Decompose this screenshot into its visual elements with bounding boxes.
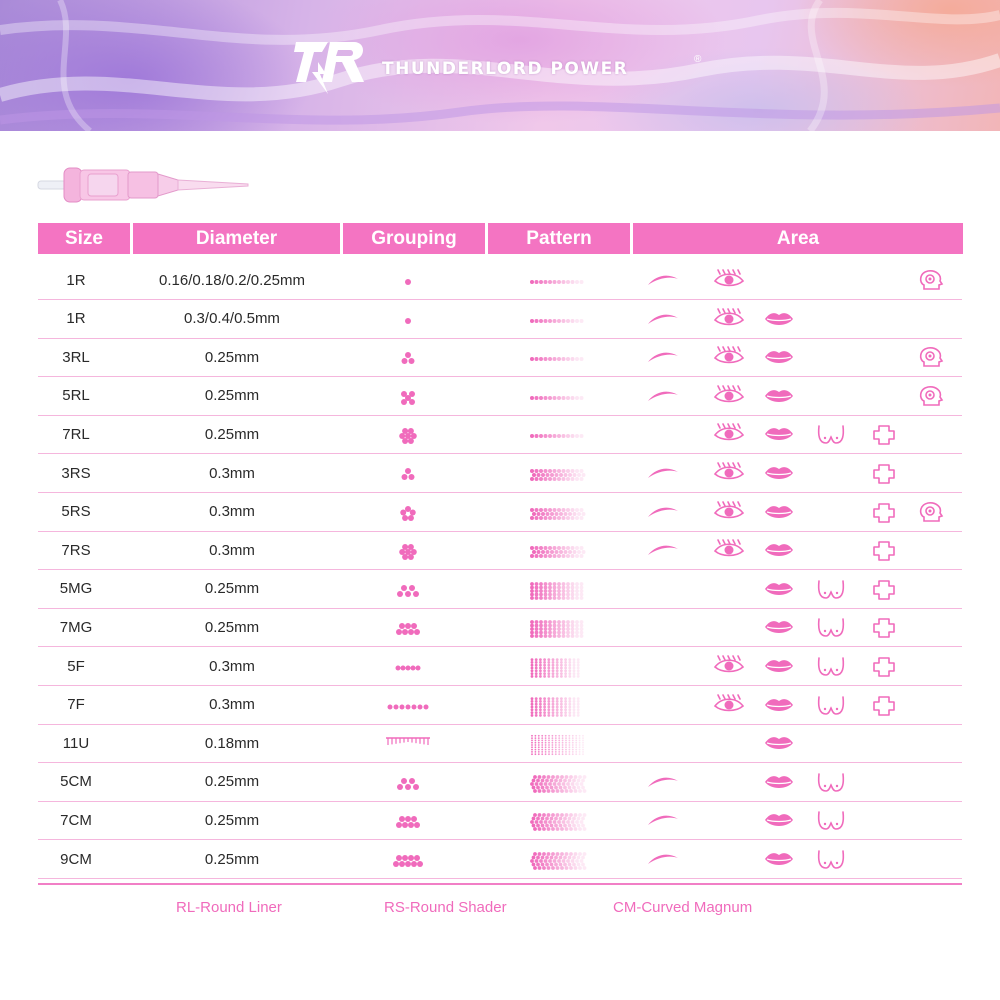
- header-grouping: Grouping: [343, 223, 485, 254]
- cell-size: 9CM: [60, 850, 92, 868]
- cell-diameter: 0.25mm: [204, 580, 260, 598]
- pattern-icon: [526, 724, 590, 762]
- eyebrow-icon: [646, 460, 680, 486]
- scalp-trichology-icon: [914, 499, 948, 525]
- table-row: [38, 415, 962, 454]
- eyeliner-icon: [712, 421, 746, 447]
- scalp-smp-icon: [867, 614, 901, 640]
- scalp-smp-icon: [867, 460, 901, 486]
- cell-diameter: 0.18mm: [204, 734, 260, 752]
- cell-size: 5MG: [59, 580, 93, 598]
- needle-cartridge-image: [36, 160, 256, 210]
- scalp-smp-icon: [867, 499, 901, 525]
- table-row: [38, 686, 962, 725]
- eyeliner-icon: [712, 383, 746, 409]
- cell-size: 1R: [66, 271, 86, 289]
- cell-diameter: 0.25mm: [204, 387, 260, 405]
- table-row: [38, 763, 962, 802]
- grouping-icon: [368, 570, 448, 608]
- pattern-icon: [526, 338, 590, 376]
- scalp-smp-icon: [867, 421, 901, 447]
- header-pattern: Pattern: [488, 223, 630, 254]
- cell-diameter: 0.25mm: [204, 348, 260, 366]
- cell-diameter: 0.25mm: [204, 850, 260, 868]
- lips-icon: [762, 807, 796, 833]
- grouping-icon: [368, 724, 448, 762]
- grouping-icon: [368, 338, 448, 376]
- lips-icon: [762, 460, 796, 486]
- areola-icon: [814, 576, 848, 602]
- eyebrow-icon: [646, 383, 680, 409]
- pattern-icon: [526, 686, 590, 724]
- table-header: [0, 223, 1000, 254]
- eyeliner-icon: [712, 344, 746, 370]
- table-row: [38, 840, 962, 879]
- areola-icon: [814, 653, 848, 679]
- grouping-icon: [368, 840, 448, 878]
- scalp-smp-icon: [867, 653, 901, 679]
- brand-banner: [0, 0, 1000, 131]
- cell-size: 7RL: [62, 425, 90, 443]
- cell-diameter: 0.3mm: [209, 696, 255, 714]
- eyebrow-icon: [646, 267, 680, 293]
- legend-round-shader: RS-Round Shader: [384, 899, 507, 916]
- pattern-icon: [526, 840, 590, 878]
- grouping-icon: [368, 686, 448, 724]
- areola-icon: [814, 692, 848, 718]
- lips-icon: [762, 306, 796, 332]
- pattern-icon: [526, 531, 590, 569]
- table-row: [38, 493, 962, 532]
- cell-size: 5RS: [61, 503, 91, 521]
- eyeliner-icon: [712, 537, 746, 563]
- lips-icon: [762, 730, 796, 756]
- table-row: [38, 377, 962, 416]
- cell-size: 3RL: [62, 348, 90, 366]
- cell-diameter: 0.3mm: [209, 541, 255, 559]
- eyeliner-icon: [712, 653, 746, 679]
- eyebrow-icon: [646, 344, 680, 370]
- eyebrow-icon: [646, 769, 680, 795]
- cell-size: 7F: [67, 696, 85, 714]
- cell-size: 5CM: [60, 773, 92, 791]
- grouping-icon: [368, 415, 448, 453]
- eyeliner-icon: [712, 499, 746, 525]
- areola-icon: [814, 614, 848, 640]
- cell-size: 11U: [62, 734, 90, 752]
- pattern-icon: [526, 377, 590, 415]
- lips-icon: [762, 421, 796, 447]
- table-row: [38, 647, 962, 686]
- grouping-icon: [368, 531, 448, 569]
- areola-icon: [814, 421, 848, 447]
- lips-icon: [762, 383, 796, 409]
- cell-diameter: 0.3mm: [209, 503, 255, 521]
- cell-size: 1R: [66, 310, 86, 328]
- table-row: [38, 454, 962, 493]
- cell-size: 7CM: [60, 811, 92, 829]
- scalp-trichology-icon: [914, 383, 948, 409]
- thunderlord-logo-icon: [292, 38, 370, 96]
- grouping-icon: [368, 763, 448, 801]
- legend-round-liner: RL-Round Liner: [176, 899, 282, 916]
- table-row: [38, 801, 962, 840]
- table-row: [38, 608, 962, 647]
- header-area: Area: [633, 223, 963, 254]
- scalp-smp-icon: [867, 576, 901, 602]
- pattern-icon: [526, 261, 590, 299]
- cell-diameter: 0.25mm: [204, 618, 260, 636]
- pattern-icon: [526, 454, 590, 492]
- cell-diameter: 0.3mm: [209, 464, 255, 482]
- pattern-icon: [526, 763, 590, 801]
- pattern-icon: [526, 801, 590, 839]
- lips-icon: [762, 537, 796, 563]
- table-row: [38, 338, 962, 377]
- eyeliner-icon: [712, 306, 746, 332]
- scalp-smp-icon: [867, 537, 901, 563]
- lips-icon: [762, 499, 796, 525]
- pattern-icon: [526, 608, 590, 646]
- lips-icon: [762, 846, 796, 872]
- eyebrow-icon: [646, 306, 680, 332]
- registered-mark: ®: [694, 54, 702, 65]
- grouping-icon: [368, 300, 448, 338]
- grouping-icon: [368, 801, 448, 839]
- grouping-icon: [368, 493, 448, 531]
- pattern-icon: [526, 493, 590, 531]
- table-row: [38, 724, 962, 763]
- header-size: Size: [38, 223, 130, 254]
- cell-diameter: 0.25mm: [204, 425, 260, 443]
- areola-icon: [814, 807, 848, 833]
- pattern-icon: [526, 300, 590, 338]
- lips-icon: [762, 344, 796, 370]
- scalp-trichology-icon: [914, 267, 948, 293]
- legend-curved-magnum: CM-Curved Magnum: [613, 899, 753, 916]
- eyeliner-icon: [712, 692, 746, 718]
- table-row: [38, 570, 962, 609]
- pattern-icon: [526, 647, 590, 685]
- pattern-icon: [526, 570, 590, 608]
- cell-size: 7RS: [61, 541, 91, 559]
- lips-icon: [762, 769, 796, 795]
- grouping-icon: [368, 377, 448, 415]
- cell-size: 3RS: [61, 464, 91, 482]
- lips-icon: [762, 576, 796, 602]
- areola-icon: [814, 846, 848, 872]
- grouping-icon: [368, 454, 448, 492]
- pattern-icon: [526, 415, 590, 453]
- table-row: [38, 300, 962, 339]
- cell-size: 5RL: [62, 387, 90, 405]
- grouping-icon: [368, 261, 448, 299]
- areola-icon: [814, 769, 848, 795]
- eyebrow-icon: [646, 846, 680, 872]
- cell-diameter: 0.3mm: [209, 657, 255, 675]
- table-row: [38, 531, 962, 570]
- cell-size: 5F: [67, 657, 85, 675]
- eyebrow-icon: [646, 499, 680, 525]
- table-row: [38, 261, 962, 300]
- eyeliner-icon: [712, 460, 746, 486]
- brand-name: THUNDERLORD POWER: [382, 59, 629, 79]
- header-diameter: Diameter: [133, 223, 340, 254]
- cell-size: 7MG: [59, 618, 93, 636]
- lips-icon: [762, 614, 796, 640]
- lips-icon: [762, 692, 796, 718]
- eyebrow-icon: [646, 807, 680, 833]
- cell-diameter: 0.25mm: [204, 773, 260, 791]
- table-bottom-divider: [38, 883, 962, 885]
- scalp-smp-icon: [867, 692, 901, 718]
- cell-diameter: 0.25mm: [204, 811, 260, 829]
- cell-diameter: 0.3/0.4/0.5mm: [184, 310, 280, 328]
- eyebrow-icon: [646, 537, 680, 563]
- grouping-icon: [368, 608, 448, 646]
- scalp-trichology-icon: [914, 344, 948, 370]
- cell-diameter: 0.16/0.18/0.2/0.25mm: [159, 271, 305, 289]
- eyeliner-icon: [712, 267, 746, 293]
- lips-icon: [762, 653, 796, 679]
- grouping-icon: [368, 647, 448, 685]
